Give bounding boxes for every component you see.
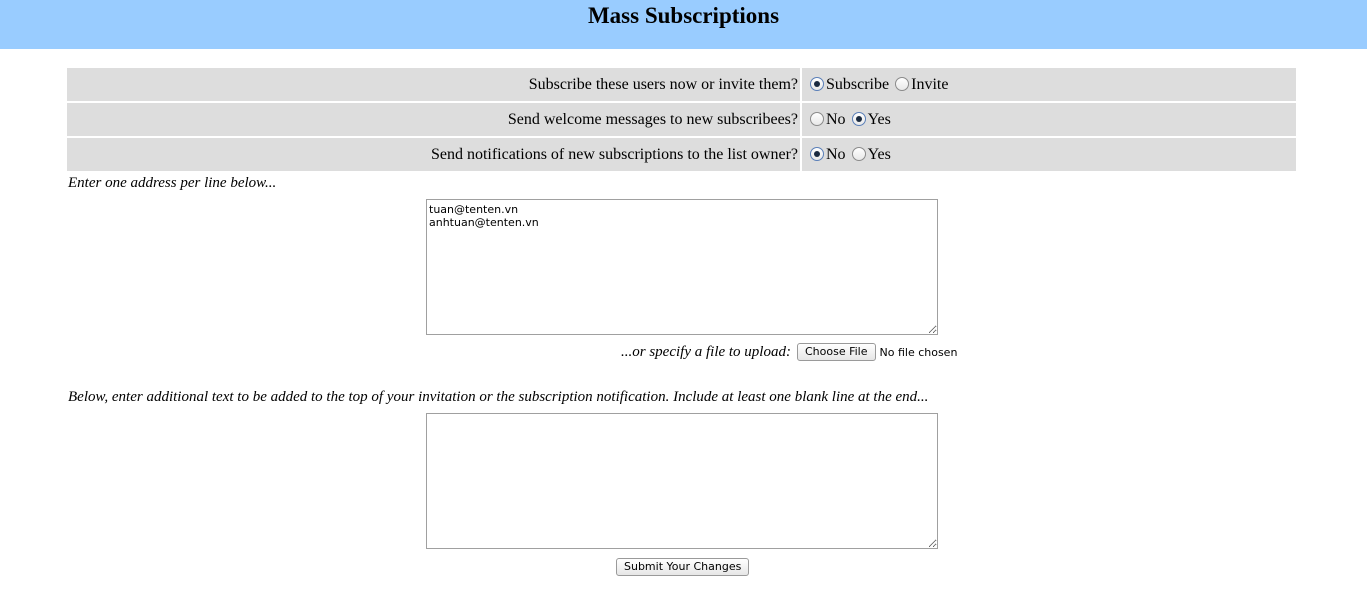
- upload-row: [621, 343, 957, 361]
- welcome-no-radio[interactable]: [810, 112, 824, 126]
- invite-radio[interactable]: [895, 77, 909, 91]
- choose-file-button[interactable]: Choose File: [797, 343, 876, 361]
- option-answers: [802, 138, 1296, 171]
- option-question: Send welcome messages to new subscribees?: [67, 103, 800, 136]
- addresses-textarea[interactable]: [426, 199, 938, 335]
- option-question: Send notifications of new subscriptions to the list owner?: [67, 138, 800, 171]
- extra-text-instruction: Below, enter additional text to be added to the top of your invitation or the subscription notification. Include at least one blank line at the end...: [68, 389, 929, 405]
- option-answers: [802, 103, 1296, 136]
- file-status: No file chosen: [879, 345, 958, 359]
- upload-label: ...or specify a file to upload:: [621, 343, 791, 360]
- extra-text-textarea[interactable]: [426, 413, 938, 549]
- addresses-instruction: Enter one address per line below...: [68, 175, 277, 191]
- welcome-yes-radio[interactable]: [852, 112, 866, 126]
- option-row-welcome: [67, 103, 1296, 136]
- option-row-notify-owner: [67, 138, 1296, 171]
- submit-button[interactable]: Submit Your Changes: [616, 558, 749, 576]
- options-table: [67, 66, 1296, 173]
- notify-no-label: No: [826, 145, 846, 163]
- subscribe-label: Subscribe: [826, 75, 890, 93]
- welcome-no-label: No: [826, 110, 846, 128]
- welcome-yes-label: Yes: [867, 110, 891, 128]
- page-header: [0, 0, 1367, 49]
- option-row-subscribe-mode: [67, 68, 1296, 101]
- invite-label: Invite: [911, 75, 949, 93]
- notify-yes-radio[interactable]: [852, 147, 866, 161]
- notify-no-radio[interactable]: [810, 147, 824, 161]
- option-question: Subscribe these users now or invite them?: [67, 68, 800, 101]
- option-answers: [802, 68, 1296, 101]
- subscribe-radio[interactable]: [810, 77, 824, 91]
- page-title: Mass Subscriptions: [587, 3, 780, 28]
- notify-yes-label: Yes: [867, 145, 891, 163]
